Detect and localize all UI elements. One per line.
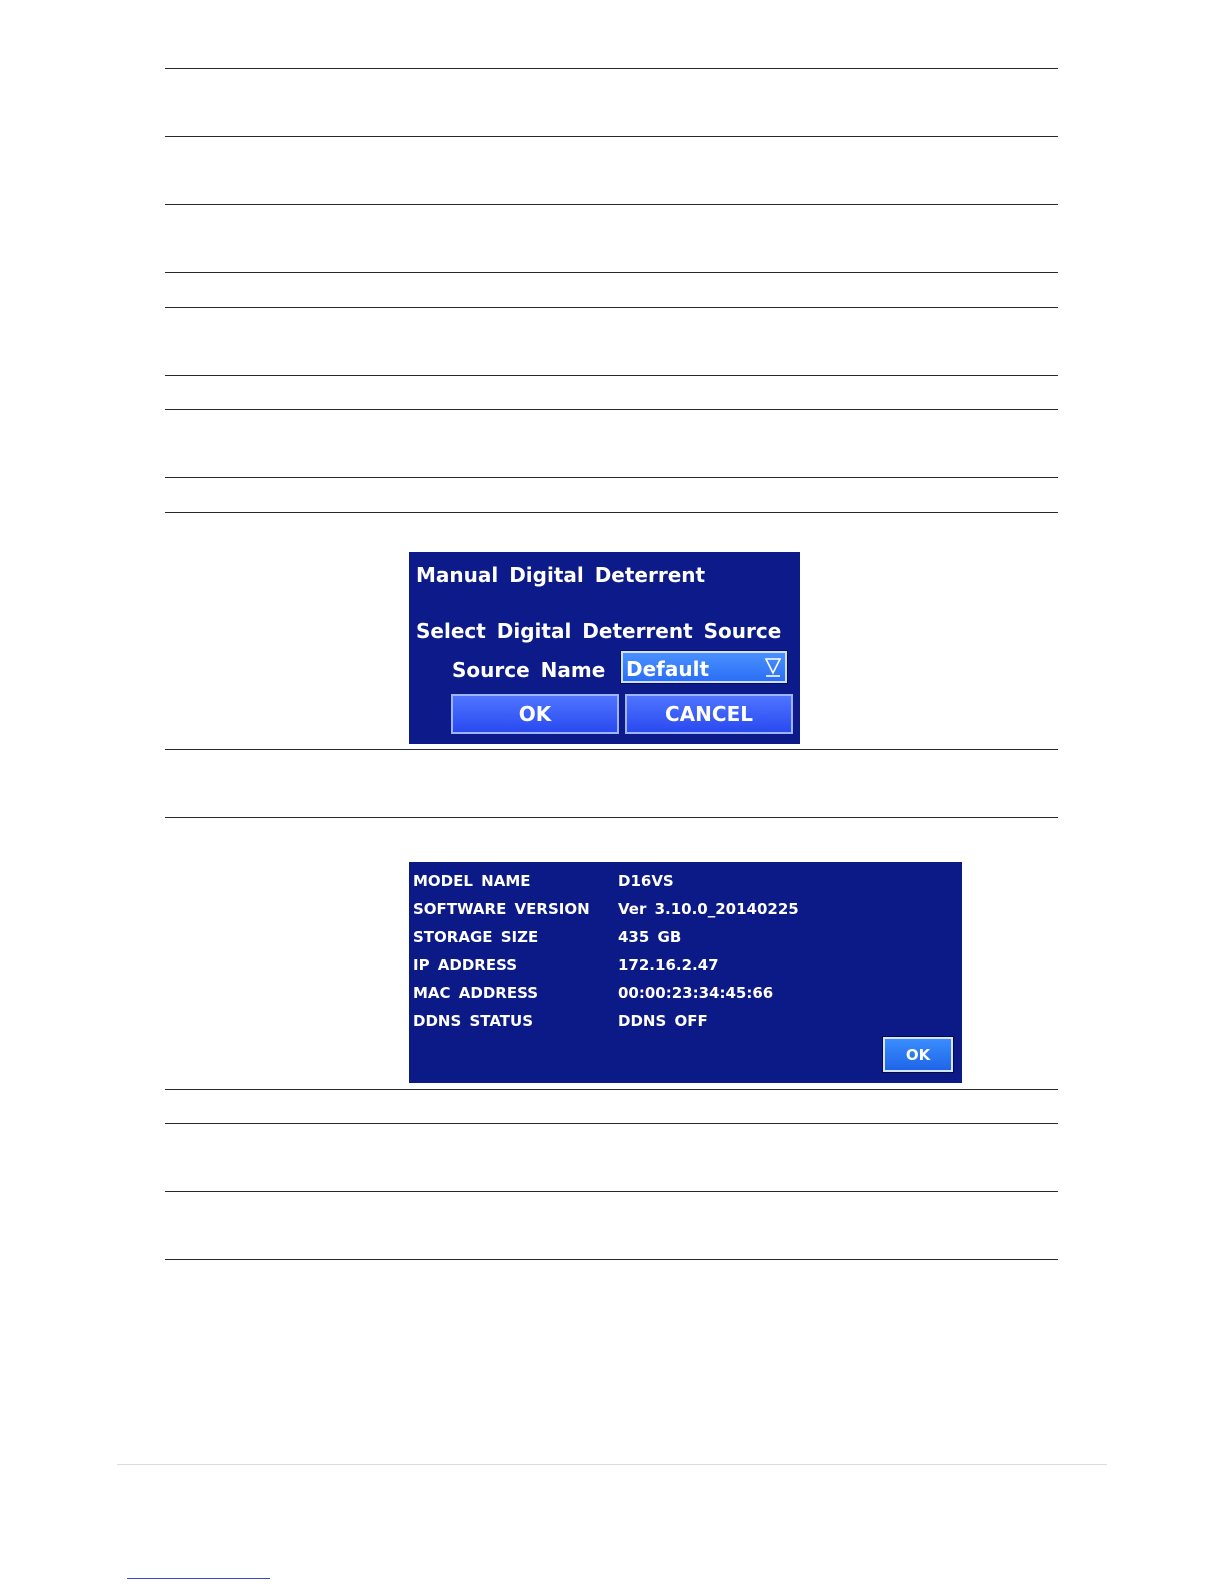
table-rule <box>165 1123 1058 1124</box>
system-info-dialog <box>409 862 962 1083</box>
info-label: IP ADDRESS <box>413 956 518 974</box>
info-ok-button[interactable]: OK <box>883 1037 953 1072</box>
table-rule <box>165 749 1058 750</box>
info-row <box>409 1012 962 1032</box>
source-name-label: Source Name <box>452 658 606 682</box>
info-value: 435 GB <box>618 928 682 946</box>
table-rule <box>165 307 1058 308</box>
table-rule <box>165 272 1058 273</box>
info-label: DDNS STATUS <box>413 1012 534 1030</box>
table-rule <box>165 817 1058 818</box>
info-value: 172.16.2.47 <box>618 956 719 974</box>
info-label: MAC ADDRESS <box>413 984 539 1002</box>
table-rule <box>165 477 1058 478</box>
info-label: STORAGE SIZE <box>413 928 539 946</box>
source-name-value: Default <box>626 657 710 681</box>
source-name-select[interactable] <box>621 651 787 683</box>
table-rule <box>165 512 1058 513</box>
info-value: 00:00:23:34:45:66 <box>618 984 774 1002</box>
info-value: DDNS OFF <box>618 1012 708 1030</box>
table-rule <box>165 68 1058 69</box>
info-row <box>409 900 962 920</box>
ok-button[interactable]: OK <box>451 694 619 734</box>
footer-divider <box>117 1464 1107 1465</box>
info-row <box>409 984 962 1004</box>
table-rule <box>165 375 1058 376</box>
cancel-button[interactable]: CANCEL <box>625 694 793 734</box>
info-label: SOFTWARE VERSION <box>413 900 590 918</box>
dropdown-arrow-icon[interactable] <box>764 656 782 678</box>
info-label: MODEL NAME <box>413 872 531 890</box>
footer-link-underline[interactable] <box>127 1578 270 1579</box>
info-value: D16VS <box>618 872 674 890</box>
info-row <box>409 956 962 976</box>
table-rule <box>165 204 1058 205</box>
table-rule <box>165 409 1058 410</box>
manual-digital-deterrent-dialog <box>409 552 800 744</box>
table-rule <box>165 1259 1058 1260</box>
dialog-title: Manual Digital Deterrent <box>416 563 706 587</box>
dialog-subtitle: Select Digital Deterrent Source <box>416 619 782 643</box>
info-row <box>409 872 962 892</box>
table-rule <box>165 1191 1058 1192</box>
table-rule <box>165 1089 1058 1090</box>
info-row <box>409 928 962 948</box>
info-value: Ver 3.10.0_20140225 <box>618 900 799 918</box>
table-rule <box>165 136 1058 137</box>
